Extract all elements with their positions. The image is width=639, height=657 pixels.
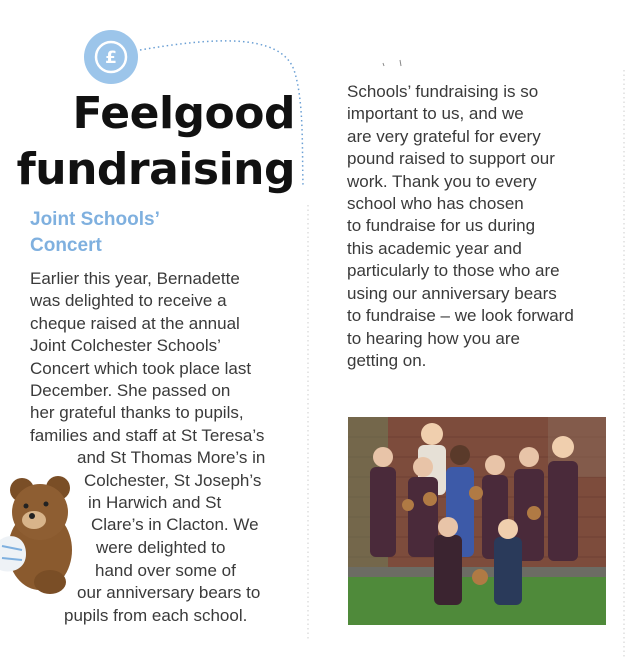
body-line: and St Thomas More’s in [77,448,266,467]
body-line: school who has chosen [347,194,524,213]
body-line: in Harwich and St [88,493,222,512]
subheading-line-2: Concert [30,235,102,256]
pound-coin-icon [84,30,138,84]
body-line: December. She passed on [30,381,231,400]
page-title [17,86,295,198]
body-line: pound raised to support our [347,149,555,168]
body-line: are very grateful for every [347,127,541,146]
body-line: to fundraise for us during [347,216,536,235]
body-line: Colchester, St Joseph’s [84,471,262,490]
section-subheading [30,207,260,259]
body-line: Clare’s in Clacton. We [91,515,259,534]
body-line: particularly to those who are [347,261,560,280]
body-line: were delighted to [96,538,226,557]
body-line: getting on. [347,351,427,370]
body-line: important to us, and we [347,104,524,123]
body-line: using our anniversary bears [347,284,557,303]
body-line: Joint Colchester Schools’ [30,336,221,355]
body-line: this academic year and [347,239,522,258]
body-line: was delighted to receive a [30,291,227,310]
subheading-line-1: Joint Schools’ [30,209,160,230]
body-line: our anniversary bears to [77,583,261,602]
body-line: work. Thank you to every [347,172,537,191]
title-line-2: fundraising [16,144,295,195]
group-photo [348,417,606,625]
svg-text:£: £ [105,48,117,68]
teddy-bear-illustration [0,470,80,600]
body-line: to fundraise – we look forward [347,306,574,325]
body-line: hand over some of [95,561,236,580]
body-line: families and staff at St Teresa’s [30,426,265,445]
body-line: cheque raised at the annual [30,314,240,333]
body-line: Concert which took place last [30,359,252,378]
body-line: her grateful thanks to pupils, [30,403,244,422]
body-line: Schools’ fundraising is so [347,82,539,101]
body-line: pupils from each school. [64,606,248,625]
body-line: Earlier this year, Bernadette [30,269,240,288]
body-line: to hearing how you are [347,329,520,348]
title-line-1: Feelgood [72,88,295,139]
